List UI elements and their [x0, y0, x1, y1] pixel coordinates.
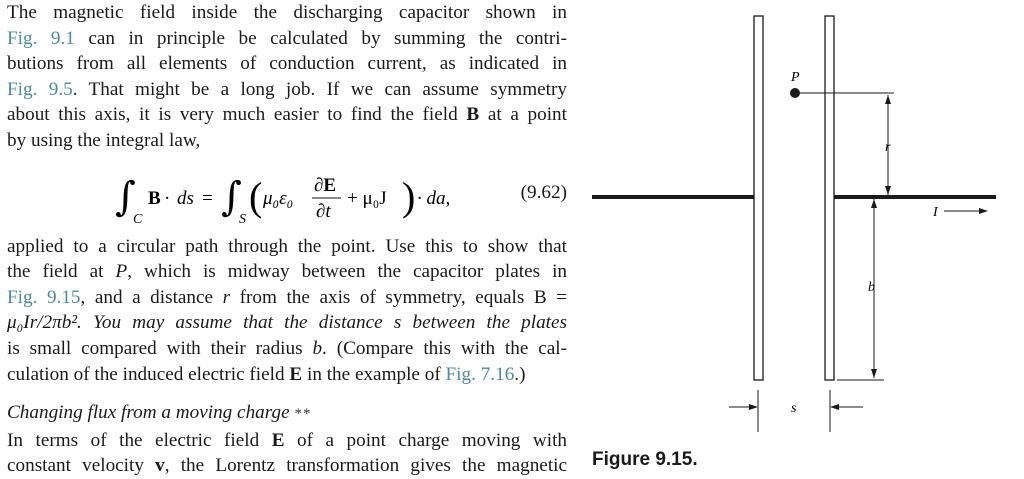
plus-mu-J: + μ₀J: [347, 187, 387, 209]
label-I: I: [933, 205, 938, 220]
p1-line-4-text: . That might be a long job. If we can assume symmetry: [72, 78, 567, 100]
label-b: b: [868, 280, 875, 295]
p2-line-4: [7, 310, 567, 336]
p1-line-3-text: butions from all elements of conduction current, as indicated in: [7, 53, 567, 75]
paragraph-1: [7, 0, 567, 154]
exercise-title: Changing flux from a moving charge: [7, 402, 290, 424]
p2-line-1-text: applied to a circular path through the point. Use this to show that: [7, 235, 567, 257]
fig-9-15-link[interactable]: Fig. 9.15: [7, 286, 81, 308]
p1-line-5-pre: about this axis, it is very much easier to find the field: [7, 104, 467, 126]
p2-line-2-post: , which is midway between the capacitor plates in: [127, 261, 567, 283]
paragraph-3: [7, 428, 567, 479]
p2-line-6: [7, 362, 567, 388]
p2-line-3: [7, 285, 567, 311]
integral-sign-rhs: ∫: [221, 173, 242, 220]
lhs-field: B: [148, 187, 161, 209]
radius-b-symbol: b: [312, 337, 323, 359]
fig-9-5-link[interactable]: Fig. 9.5: [7, 78, 73, 100]
b-arrow-top: [871, 199, 877, 208]
lhs-ds: ds: [177, 187, 194, 209]
rhs-subscript: S: [239, 211, 246, 227]
p2-line-4-text: μ₀Ir/2πb². You may assume that the distance s between the plates: [7, 312, 567, 334]
lhs-subscript: C: [133, 211, 143, 227]
p2-line-5-pre: is small compared with their radius: [7, 337, 313, 359]
text-column: [7, 0, 567, 479]
p3-line-2-pre: constant velocity: [7, 455, 156, 477]
p2-line-3-pre: , and a distance: [80, 286, 223, 308]
velocity-v-symbol: v: [155, 455, 165, 477]
p1-line-5-post: at a point: [479, 104, 567, 126]
fig-7-16-link[interactable]: Fig. 7.16: [445, 363, 515, 385]
p1-line-5: [7, 102, 567, 128]
equals-sign: =: [202, 187, 213, 209]
difficulty-stars: **: [294, 406, 312, 423]
right-paren: ): [402, 173, 416, 219]
figure-caption: Figure 9.15.: [592, 449, 698, 470]
p3-line-2: [7, 453, 567, 479]
label-r: r: [885, 140, 891, 155]
rhs-da: · da,: [417, 187, 451, 209]
field-B-symbol: B: [466, 104, 480, 126]
distance-r-symbol: r: [222, 286, 231, 308]
left-paren: (: [249, 173, 263, 219]
p1-line-6-text: by using the integral law,: [7, 129, 201, 151]
r-arrow-top: [885, 95, 891, 104]
exercise-heading: [7, 400, 567, 428]
p2-line-2-pre: the field at: [7, 261, 116, 283]
p1-line-3: [7, 51, 567, 77]
p2-line-5: [7, 336, 567, 362]
field-E-symbol-2: E: [271, 429, 285, 451]
p3-line-2-post: , the Lorentz transformation gives the magnetic: [164, 455, 567, 477]
partial-denominator: ∂t: [316, 200, 331, 222]
p1-line-4: [7, 77, 567, 103]
p2-line-3-post: from the axis of symmetry, equals B =: [230, 286, 568, 308]
p2-line-5-post: . (Compare this with the cal-: [322, 337, 567, 359]
equation-graphic: [7, 160, 487, 230]
r-arrow-bottom: [885, 186, 891, 195]
partial-numerator: ∂E: [314, 174, 337, 196]
figure-9-15: [588, 0, 1008, 474]
p2-line-2: [7, 259, 567, 285]
p1-line-1-text: The magnetic field inside the discharging capacitor shown in: [7, 2, 567, 23]
p3-line-1-post: of a point charge moving with: [284, 429, 567, 451]
label-s: s: [791, 401, 797, 416]
b-arrow-bottom: [871, 369, 877, 378]
p2-line-1: [7, 234, 567, 260]
lhs-dot: ·: [164, 187, 171, 209]
equation-number: (9.62): [520, 181, 567, 203]
right-capacitor-plate: [825, 16, 834, 380]
p3-line-1-pre: In terms of the electric field: [7, 429, 272, 451]
s-left-arrow-head: [749, 404, 758, 410]
field-E-symbol: E: [289, 363, 303, 385]
paragraph-2: [7, 234, 567, 388]
fig-9-1-link[interactable]: Fig. 9.1: [7, 27, 75, 49]
integral-sign-lhs: ∫: [115, 173, 136, 220]
p2-line-6-mid: in the example of: [302, 363, 446, 385]
mu-epsilon: μ₀ε₀: [263, 187, 294, 209]
current-arrow-head: [979, 208, 988, 214]
left-capacitor-plate: [754, 16, 763, 380]
s-right-arrow-head: [830, 404, 839, 410]
equation-9-62: [7, 160, 567, 230]
p1-line-1: [7, 0, 567, 26]
p2-line-6-pre: culation of the induced electric field: [7, 363, 290, 385]
p1-line-2: [7, 26, 567, 52]
point-P-symbol: P: [115, 261, 128, 283]
label-P: P: [791, 70, 800, 85]
p1-line-6: [7, 128, 567, 154]
p2-line-6-post: .): [514, 363, 526, 385]
p1-line-2-text: can in principle be calculated by summing the contri-: [74, 27, 567, 49]
p3-line-1: [7, 428, 567, 454]
